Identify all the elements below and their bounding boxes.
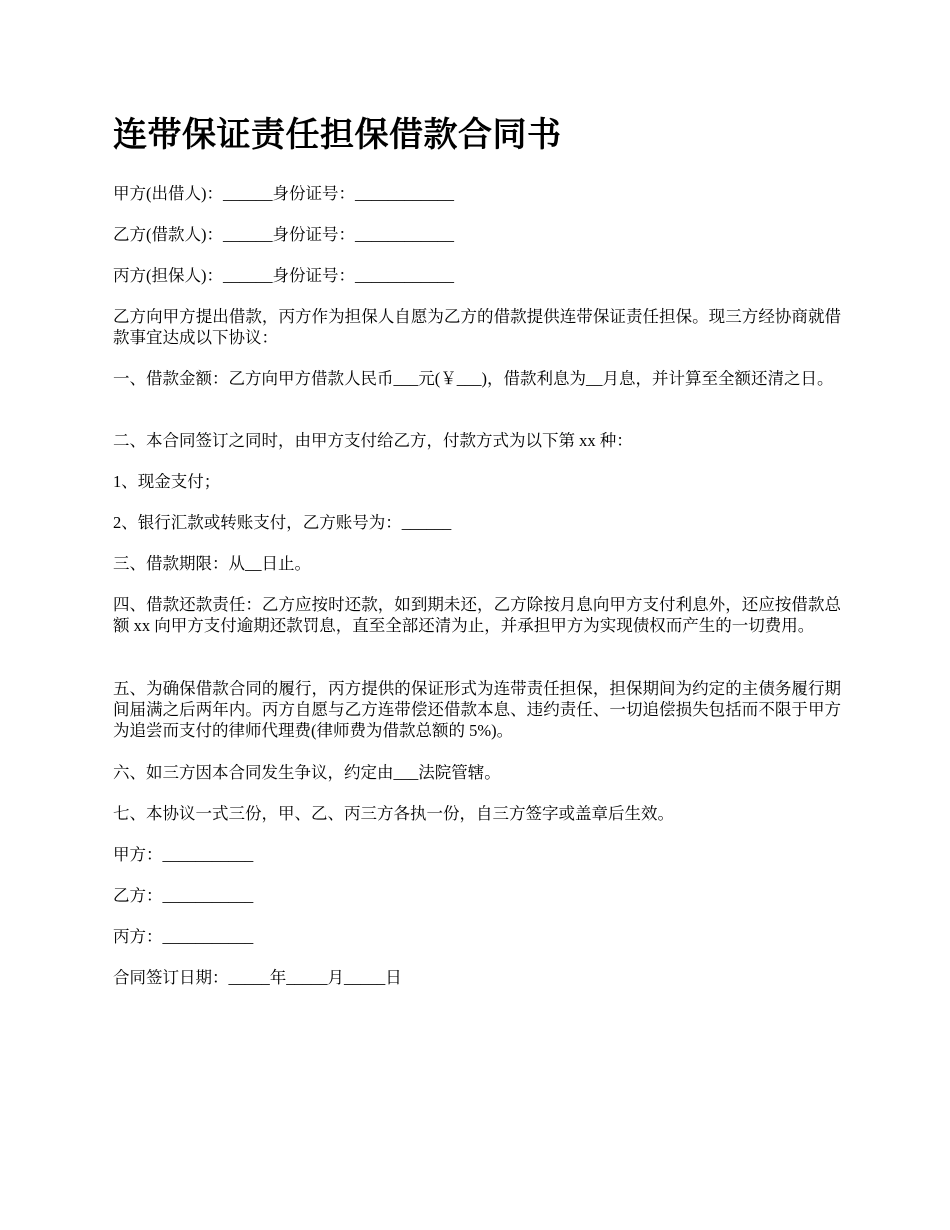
party-c-line: 丙方(担保人)：______身份证号：____________: [113, 266, 454, 285]
clause-loan-amount: 一、借款金额：乙方向甲方借款人民币___元(￥___)，借款利息为__月息，并计算至全额还清之日。: [113, 369, 834, 388]
signature-party-c: 丙方：___________: [113, 927, 254, 946]
preamble-paragraph: 乙方向甲方提出借款，丙方作为担保人自愿为乙方的借款提供连带保证责任担保。现三方经协商就借款事宜达成以下协议：: [113, 307, 841, 347]
clause-copies: 七、本协议一式三份，甲、乙、丙三方各执一份，自三方签字或盖章后生效。: [113, 804, 674, 823]
clause-loan-term: 三、借款期限：从__日止。: [113, 554, 311, 573]
party-a-line: 甲方(出借人)：______身份证号：____________: [113, 184, 454, 203]
clause-repayment-liability: 四、借款还款责任：乙方应按时还款，如到期未还，乙方除按月息向甲方支付利息外，还应按借款总额 xx 向甲方支付逾期还款罚息，直至全部还清为止，并承担甲方为实现债权而产生的一切费用。: [113, 595, 841, 635]
party-b-line: 乙方(借款人)：______身份证号：____________: [113, 225, 454, 244]
signature-party-b: 乙方：___________: [113, 886, 254, 905]
document-title: 连带保证责任担保借款合同书: [113, 117, 562, 154]
payment-option-transfer: 2、银行汇款或转账支付，乙方账号为：______: [113, 513, 452, 532]
signature-party-a: 甲方：___________: [113, 845, 254, 864]
clause-guarantee: 五、为确保借款合同的履行，丙方提供的保证形式为连带责任担保，担保期间为约定的主债务履行期间届满之后两年内。丙方自愿与乙方连带偿还借款本息、违约责任、一切追偿损失包括而不限于甲方为追尝而支付的律师代理费(律师费为借款总额的 5%)。: [113, 679, 841, 740]
clause-payment-method: 二、本合同签订之同时，由甲方支付给乙方，付款方式为以下第 xx 种：: [113, 431, 633, 450]
clause-dispute: 六、如三方因本合同发生争议，约定由___法院管辖。: [113, 763, 501, 782]
signing-date: 合同签订日期：_____年_____月_____日: [113, 968, 402, 987]
payment-option-cash: 1、现金支付；: [113, 472, 221, 491]
